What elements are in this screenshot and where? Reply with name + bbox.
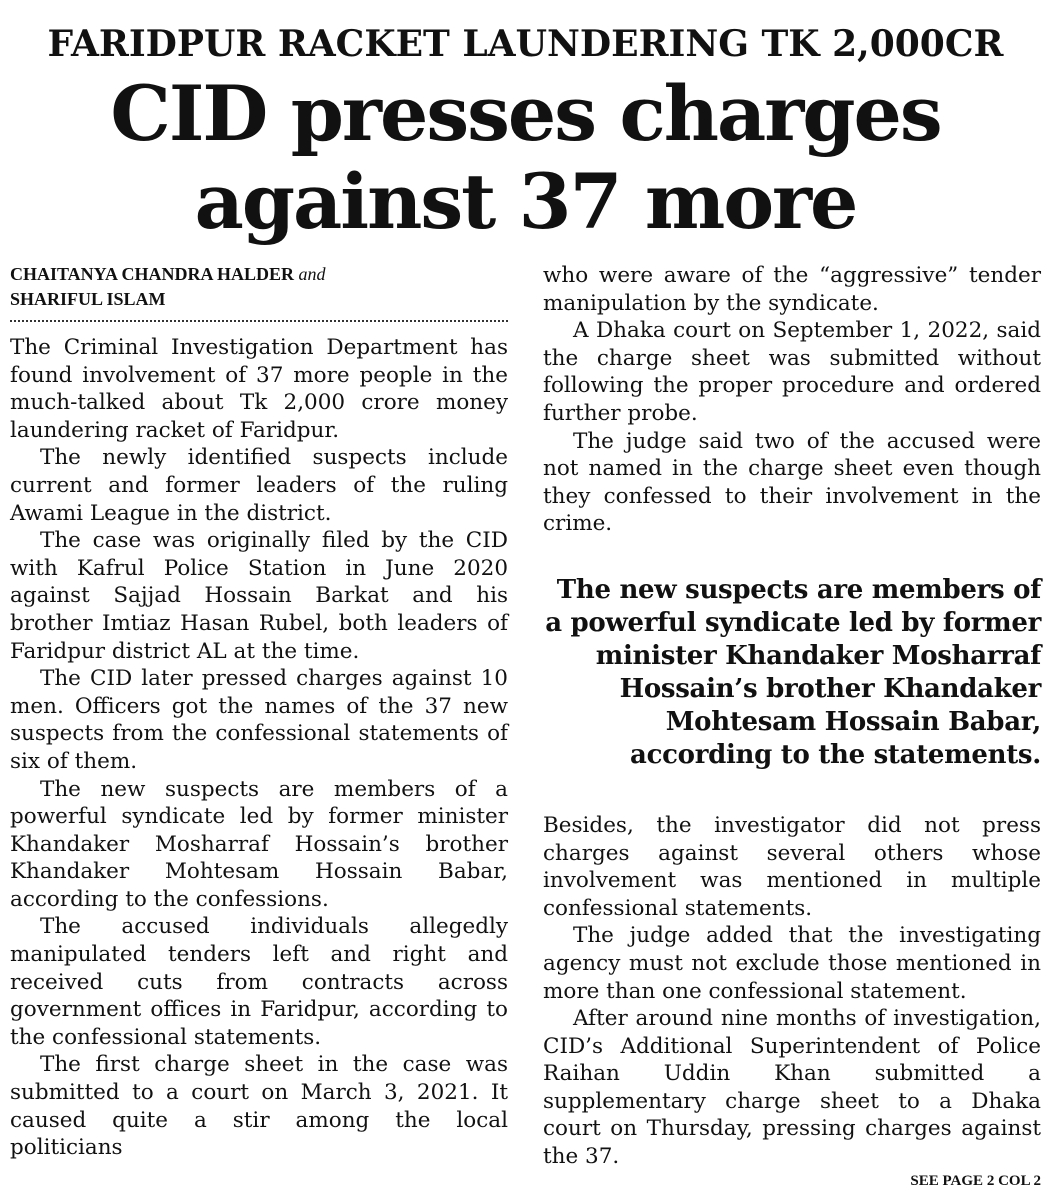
- headline: [0, 70, 1051, 246]
- byline-divider: [10, 320, 508, 322]
- body-paragraph: The first charge sheet in the case was submitted to a court on March 3, 2021. It caused quite a stir among the local politicians: [10, 1052, 508, 1161]
- body-paragraph: The CID later pressed charges against 10 men. Officers got the names of the 37 new suspects from the confessional statements of six of them.: [10, 666, 508, 774]
- body-paragraph: The accused individuals allegedly manipulated tenders left and right and received cuts from contracts across government offices in Faridpur, according to the confessional statements.: [10, 914, 508, 1050]
- kicker: FARIDPUR RACKET LAUNDERING TK 2,000CR: [47, 23, 1004, 65]
- pull-quote: The new suspects are members of a powerful syndicate led by former minister Khandaker Mosharraf Hossain’s brother Khandaker Mohtesam Hossain Babar, according to the statements.: [545, 574, 1041, 770]
- body-paragraph: The judge said two of the accused were not named in the charge sheet even though they confessed to their involvement in the crime.: [543, 428, 1041, 537]
- body-paragraph: Besides, the investigator did not press charges against several others whose involvement was mentioned in multiple confessional statements.: [543, 812, 1041, 921]
- byline: [10, 262, 508, 312]
- body-paragraph: After around nine months of investigation, CID’s Additional Superintendent of Police Raihan Uddin Khan submitted a supplementary charge sheet to a Dhaka court on Thursday, pressing charges against the 37.: [543, 1006, 1041, 1170]
- right-column: [543, 262, 1041, 1191]
- headline-line-1: CID presses charges: [110, 69, 941, 158]
- byline-author-2: SHARIFUL ISLAM: [10, 289, 166, 309]
- headline-line-2: against 37 more: [194, 157, 857, 246]
- body-paragraph: The judge added that the investigating agency must not exclude those mentioned in more than one confessional statement.: [543, 923, 1041, 1004]
- body-paragraph-continued: who were aware of the “aggressive” tender manipulation by the syndicate.: [543, 263, 1041, 316]
- body-paragraph: The case was originally filed by the CID with Kafrul Police Station in June 2020 against Sajjad Hossain Barkat and his brother Imtiaz Hasan Rubel, both leaders of Faridpur district AL at the time.: [10, 528, 508, 664]
- body-paragraph: The new suspects are members of a powerful syndicate led by former minister Khandaker Mosharraf Hossain’s brother Khandaker Mohtesam Hossain Babar, according to the confessions.: [10, 776, 508, 912]
- left-column: [10, 262, 508, 1162]
- body-paragraph: The newly identified suspects include current and former leaders of the ruling Awami League in the district.: [10, 445, 508, 526]
- byline-author-1: CHAITANYA CHANDRA HALDER: [10, 264, 295, 284]
- jump-line[interactable]: SEE PAGE 2 COL 2: [910, 1172, 1041, 1189]
- body-paragraph: The Criminal Investigation Department has found involvement of 37 more people in the much-talked about Tk 2,000 crore money laundering racket of Faridpur.: [10, 335, 508, 443]
- byline-conjunction: and: [298, 264, 326, 284]
- body-paragraph: A Dhaka court on September 1, 2022, said the charge sheet was submitted without following the proper procedure and ordered further probe.: [543, 318, 1041, 426]
